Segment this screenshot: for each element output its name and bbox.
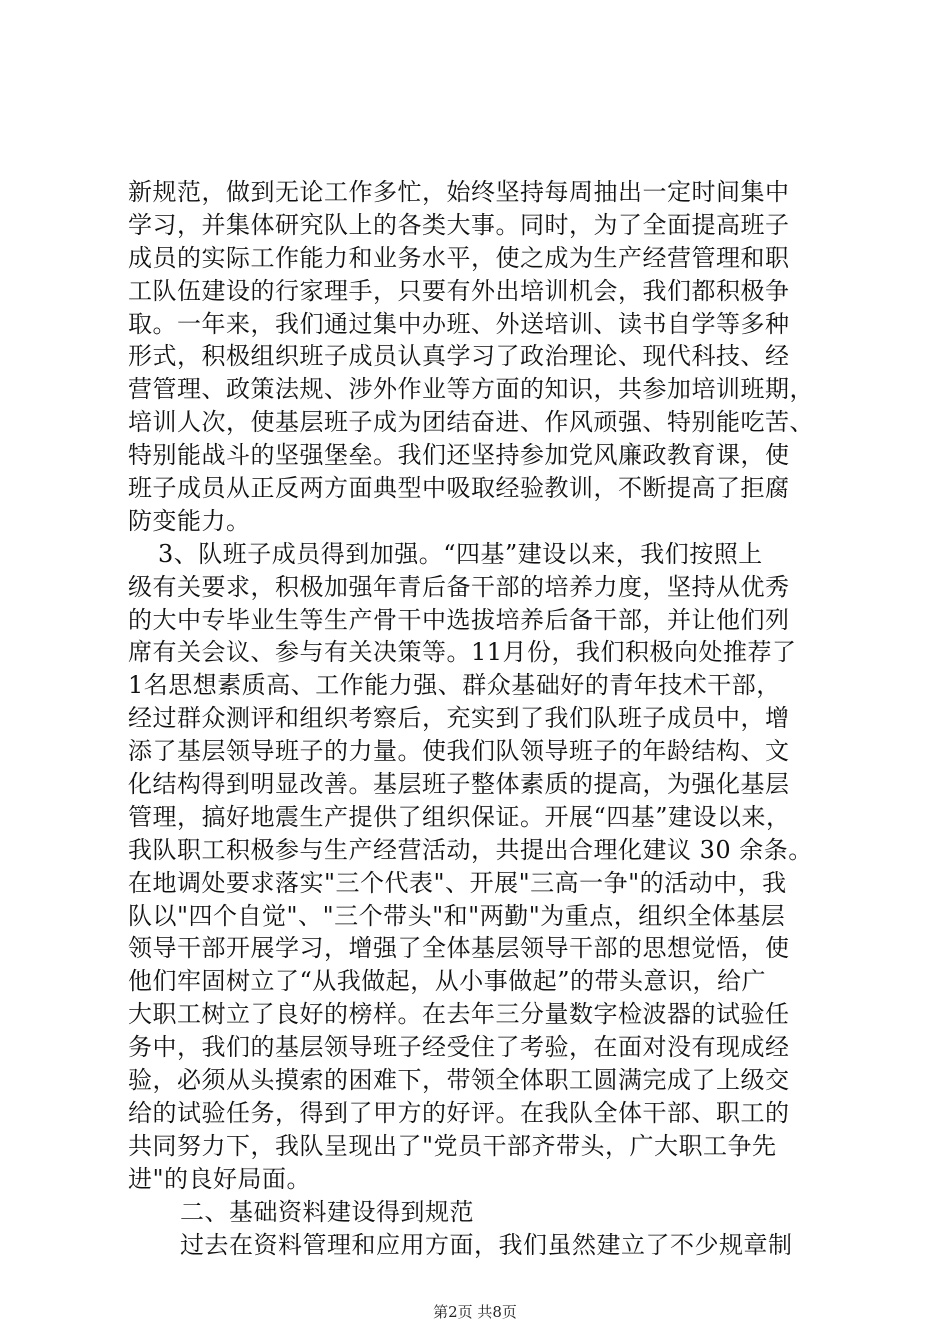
body-line: 化结构得到明显改善。基层班子整体素质的提高，为强化基层 xyxy=(128,770,790,799)
body-line: 他们牢固树立了“从我做起，从小事做起”的带头意识，给广 xyxy=(128,967,767,996)
body-line: 席有关会议、参与有关决策等。11月份，我们积极向处推荐了 xyxy=(128,638,797,667)
body-line: 务中，我们的基层领导班子经受住了考验，在面对没有现成经 xyxy=(128,1033,790,1062)
body-line: 学习，并集体研究队上的各类大事。同时，为了全面提高班子 xyxy=(128,210,790,239)
body-line: 特别能战斗的坚强堡垒。我们还坚持参加党风廉政教育课，使 xyxy=(128,441,790,470)
body-line: 取。一年来，我们通过集中办班、外送培训、读书自学等多种 xyxy=(128,309,790,338)
body-line: 给的试验任务，得到了甲方的好评。在我队全体干部、职工的 xyxy=(128,1098,790,1127)
body-line: 共同努力下，我队呈现出了"党员干部齐带头，广大职工争先 xyxy=(128,1131,777,1160)
body-line: 成员的实际工作能力和业务水平，使之成为生产经营管理和职 xyxy=(128,243,790,272)
body-line: 领导干部开展学习，增强了全体基层领导干部的思想觉悟，使 xyxy=(128,934,790,963)
body-line: 班子成员从正反两方面典型中吸取经验教训，不断提高了拒腐 xyxy=(128,474,790,503)
paragraph-start-line: 3、队班子成员得到加强。“四基”建设以来，我们按照上 xyxy=(158,539,763,568)
body-line: 我队职工积极参与生产经营活动，共提出合理化建议 30 余条。 xyxy=(128,835,813,864)
body-line: 验，必须从头摸索的困难下，带领全体职工圆满完成了上级交 xyxy=(128,1066,790,1095)
body-line: 添了基层领导班子的力量。使我们队领导班子的年龄结构、文 xyxy=(128,737,790,766)
page-footer: 第2页 共8页 xyxy=(433,1303,517,1321)
body-line: 大职工树立了良好的榜样。在去年三分量数字检波器的试验任 xyxy=(128,1000,790,1029)
body-line: 1名思想素质高、工作能力强、群众基础好的青年技术干部， xyxy=(128,671,781,700)
body-line: 工队伍建设的行家理手，只要有外出培训机会，我们都积极争 xyxy=(128,276,790,305)
body-line: 级有关要求，积极加强年青后备干部的培养力度，坚持从优秀 xyxy=(128,572,790,601)
body-line: 形式，积极组织班子成员认真学习了政治理论、现代科技、经 xyxy=(128,342,790,371)
paragraph-start-line: 过去在资料管理和应用方面，我们虽然建立了不少规章制 xyxy=(180,1230,793,1259)
body-line: 的大中专毕业生等生产骨干中选拔培养后备干部，并让他们列 xyxy=(128,605,790,634)
body-line: 防变能力。 xyxy=(128,506,251,535)
body-line: 新规范，做到无论工作多忙，始终坚持每周抽出一定时间集中 xyxy=(128,178,790,206)
body-line: 进"的良好局面。 xyxy=(128,1164,312,1193)
body-line: 培训人次，使基层班子成为团结奋进、作风顽强、特别能吃苦、 xyxy=(128,408,814,437)
body-line: 在地调处要求落实"三个代表"、开展"三高一争"的活动中，我 xyxy=(128,868,787,897)
section-heading: 二、基础资料建设得到规范 xyxy=(180,1197,474,1226)
document-body xyxy=(128,176,848,1261)
body-line: 营管理、政策法规、涉外作业等方面的知识，共参加培训班期， xyxy=(128,375,814,404)
body-line: 经过群众测评和组织考察后，充实到了我们队班子成员中，增 xyxy=(128,704,790,733)
body-line: 管理，搞好地震生产提供了组织保证。开展“四基”建设以来， xyxy=(128,802,791,831)
body-line: 队以"四个自觉"、"三个带头"和"两勤"为重点，组织全体基层 xyxy=(128,901,786,930)
